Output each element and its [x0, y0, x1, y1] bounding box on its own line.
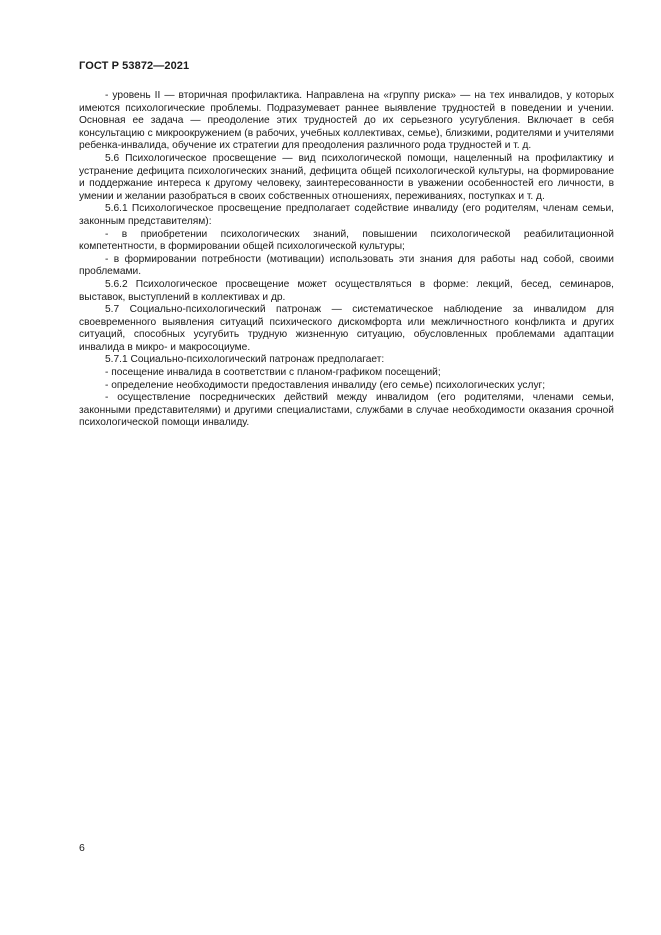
document-body [79, 90, 614, 430]
list-item-visits: - посещение инвалида в соответствии с планом-графиком посещений; [105, 367, 441, 379]
list-item-services: - определение необходимости предоставления инвалиду (его семье) психологических услуг; [105, 379, 546, 391]
paragraph-5-6-2: 5.6.2 Психологическое просвещение может осуществляться в форме: лекций, бесед, семинаров, выставок, выступлений в коллективах и др. [79, 278, 614, 303]
list-item-motivation: - в формировании потребности (мотивации) использовать эти знания для работы над собой, своими проблемами. [79, 253, 614, 278]
document-header-code: ГОСТ Р 53872—2021 [79, 60, 190, 72]
page-number: 6 [79, 842, 85, 854]
paragraph-level-2-prevention: - уровень II — вторичная профилактика. Направлена на «группу риска» — на тех инвалидов, у которых имеются психологические проблемы. Подразумевает раннее выявление трудностей в поведении и учении. Основная ее задача — преодоление этих трудностей до их серьезного усугубления. Включает в себя консультацию с микроокружением (в рабочих, учебных коллективах, семье), близкими, родителями и учителями ребенка-инвалида, обучение их стратегии для преодоления различного рода трудностей и т. д. [79, 90, 614, 152]
paragraph-5-6-1: 5.6.1 Психологическое просвещение предполагает содействие инвалиду (его родителям, членам семьи, законным представителям): [79, 203, 614, 227]
paragraph-5-7-1: 5.7.1 Социально-психологический патронаж предполагает: [105, 354, 385, 366]
paragraph-5-6: 5.6 Психологическое просвещение — вид психологической помощи, нацеленный на профилактику и устранение дефицита психологических знаний, дефицита общей психологической культуры, на формирование и поддержание интереса к другому человеку, заинтересованности в уважении особенностей его личности, в умении и желании разобраться в своих собственных отношениях, переживаниях, поступках и т. д. [79, 152, 614, 202]
list-item-mediation: - осуществление посреднических действий между инвалидом (его родителями, членами семьи, законными представителями) и другими специалистами, службами в случае необходимости оказания срочной психологической помощи инвалиду. [79, 392, 614, 429]
paragraph-5-7: 5.7 Социально-психологический патронаж — систематическое наблюдение за инвалидом для своевременного выявления ситуаций психического дискомфорта или межличностного конфликта и других ситуаций, способных усугубить трудную жизненную ситуацию, обусловленных проблемами адаптации инвалида в микро- и макросоциуме. [79, 304, 614, 353]
list-item-knowledge: - в приобретении психологических знаний, повышении психологической реабилитационной компетентности, в формировании общей психологической культуры; [79, 228, 614, 253]
